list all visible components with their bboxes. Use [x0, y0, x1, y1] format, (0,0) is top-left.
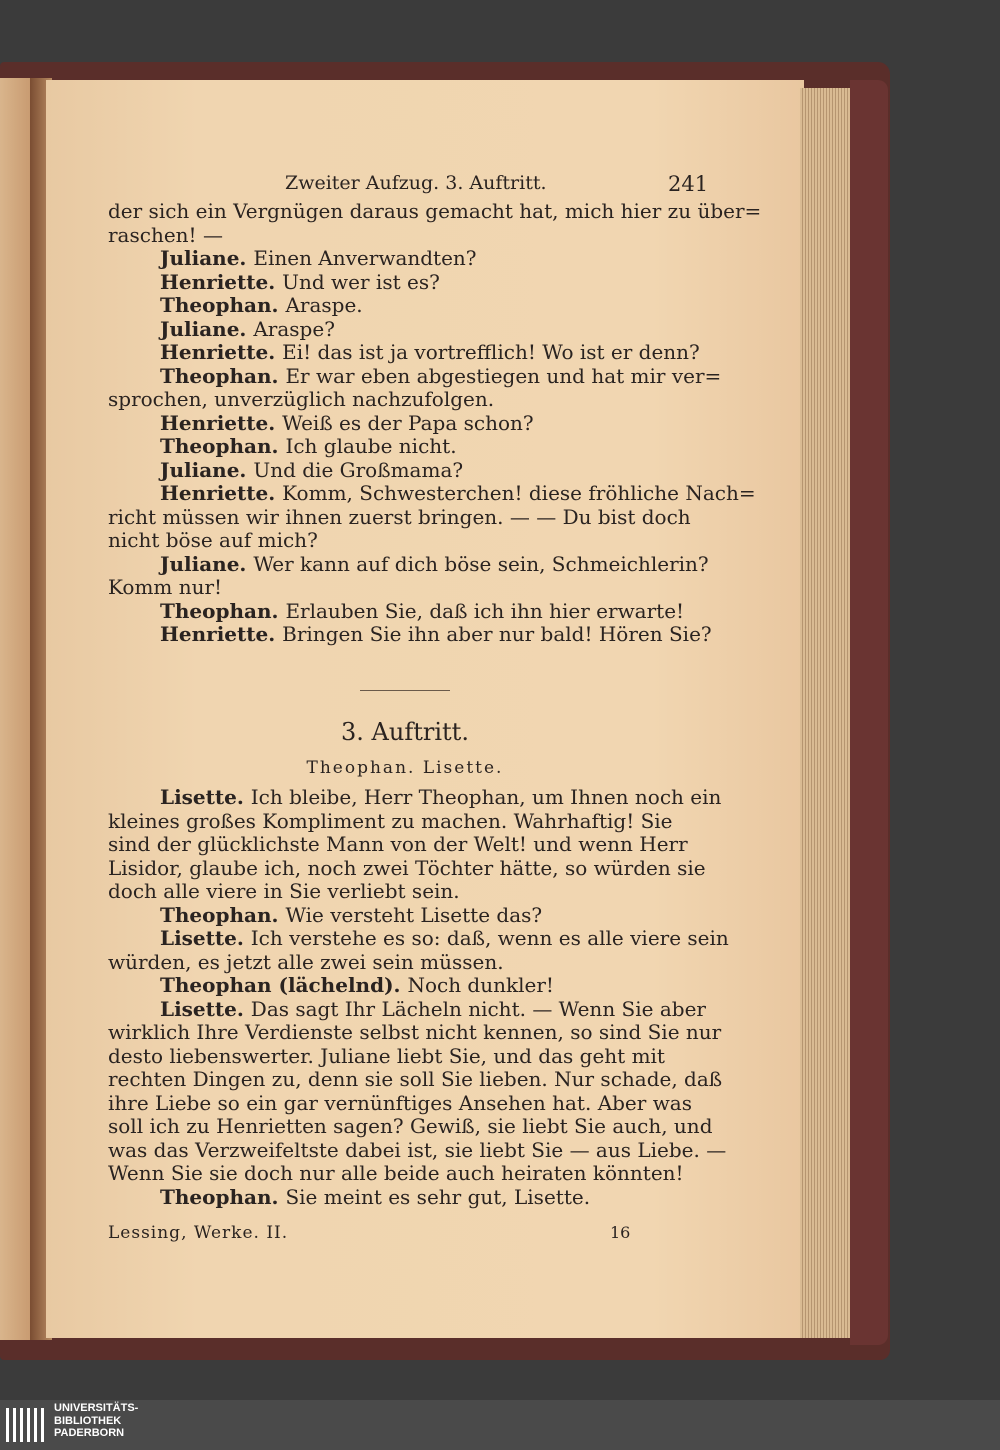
line-text: soll ich zu Henrietten sagen? Gewiß, sie liebt Sie auch, und [108, 1114, 713, 1138]
line-text: Ich bleibe, Herr Theophan, um Ihnen noch ein [250, 785, 722, 809]
line-text: Wer kann auf dich böse sein, Schmeichlerin? [253, 551, 709, 576]
speaker-name: Juliane. [160, 457, 254, 482]
text-line [108, 1020, 722, 1045]
scene-persons: Theophan. Lisette. [306, 758, 504, 778]
line-text: sind der glücklichste Mann von der Welt! und wenn Herr [108, 832, 688, 856]
library-name [54, 1402, 138, 1440]
line-text: Das sagt Ihr Lächeln nicht. — Wenn Sie aber [250, 996, 706, 1021]
line-text: Sie meint es sehr gut, Lisette. [285, 1184, 591, 1209]
line-text: würden, es jetzt alle zwei sein müssen. [108, 949, 504, 974]
text-line [108, 365, 760, 389]
sheet-number: 16 [610, 1223, 631, 1242]
page-edges [800, 88, 852, 1338]
speaker-name: Henriette. [160, 481, 283, 505]
text-line [108, 247, 760, 271]
text-line [108, 998, 760, 1022]
text-line [108, 482, 760, 506]
text-line [108, 294, 760, 318]
line-text: Noch dunkler! [407, 973, 554, 997]
speaker-name: Juliane. [160, 316, 254, 341]
line-text: rechten Dingen zu, denn sie soll Sie lieben. Nur schade, daß [108, 1067, 723, 1091]
text-line [108, 1067, 723, 1092]
text-line [108, 1137, 727, 1163]
line-text: Und wer ist es? [282, 269, 440, 294]
line-text: sprochen, unverzüglich nachzufolgen. [108, 387, 495, 411]
speaker-name: Theophan. [160, 902, 286, 927]
line-text: Komm nur! [108, 575, 223, 599]
line-text: der sich ein Vergnügen daraus gemacht hat, mich hier zu über= [108, 199, 762, 223]
text-line [108, 271, 760, 295]
text-line [108, 459, 760, 483]
text-line [108, 224, 708, 248]
line-text: ihre Liebe so ein gar vernünftiges Ansehen hat. Aber was [108, 1090, 692, 1115]
line-text: Wenn Sie sie doch nur alle beide auch heiraten könnten! [108, 1161, 684, 1185]
speaker-name: Theophan. [160, 1184, 286, 1209]
speaker-name: Juliane. [160, 551, 254, 576]
line-text: desto liebenswerter. Juliane liebt Sie, und das geht mit [108, 1043, 665, 1068]
line-text: Komm, Schwesterchen! diese fröhliche Nach= [282, 481, 756, 505]
line-text: kleines großes Kompliment zu machen. Wahrhaftig! Sie [108, 808, 673, 833]
text-line [108, 412, 760, 436]
library-name-line1: UNIVERSITÄTS- [54, 1402, 139, 1414]
speaker-name: Lisette. [160, 785, 251, 809]
page-number: 241 [668, 172, 709, 196]
section-divider [360, 690, 450, 691]
text-line [108, 904, 760, 928]
text-line [108, 1092, 708, 1116]
line-text: Araspe. [285, 293, 363, 317]
line-text: wirklich Ihre Verdienste selbst nicht kennen, so sind Sie nur [108, 1020, 722, 1044]
line-text: Einen Anverwandten? [253, 246, 477, 270]
text-line [108, 553, 760, 577]
text-line [108, 600, 760, 624]
speaker-name: Theophan. [160, 363, 286, 388]
line-text: was das Verzweifeltste dabei ist, sie liebt Sie — aus Liebe. — [108, 1137, 727, 1162]
footer-signature: Lessing, Werke. II. [108, 1223, 289, 1243]
library-logo-icon [4, 1404, 48, 1446]
line-text: richt müssen wir ihnen zuerst bringen. — — Du bist doch [108, 504, 691, 529]
text-line [108, 435, 760, 459]
text-line [108, 951, 708, 975]
line-text: Ei! das ist ja vortrefflich! Wo ist er denn? [282, 340, 700, 364]
library-name-line2: BIBLIOTHEK [54, 1414, 122, 1427]
text-line [108, 1045, 708, 1069]
line-text: doch alle viere in Sie verliebt sein. [108, 879, 460, 903]
text-line [108, 1162, 708, 1186]
speaker-name: Juliane. [160, 246, 254, 270]
text-line [108, 927, 760, 951]
line-text: Ich verstehe es so: daß, wenn es alle viere sein [250, 926, 729, 950]
speaker-name: Theophan. [160, 293, 286, 317]
speaker-name: Henriette. [160, 410, 283, 435]
speaker-name: Henriette. [160, 622, 283, 646]
scene-title: 3. Auftritt. [341, 718, 469, 746]
cover-edge [850, 80, 888, 1345]
line-text: Erlauben Sie, daß ich ihn hier erwarte! [285, 598, 685, 623]
line-text: Araspe? [253, 316, 335, 341]
text-line [108, 529, 708, 553]
speaker-name: Theophan (lächelnd). [160, 973, 408, 997]
speaker-name: Theophan. [160, 598, 286, 623]
text-line [108, 974, 760, 998]
speaker-name: Theophan. [160, 434, 286, 458]
speaker-name: Henriette. [160, 269, 283, 294]
text-line [108, 576, 708, 600]
text-line [108, 318, 760, 342]
text-line [108, 341, 760, 365]
text-line [108, 199, 762, 224]
speaker-name: Lisette. [160, 996, 251, 1021]
line-text: Bringen Sie ihn aber nur bald! Hören Sie? [282, 622, 712, 646]
line-text: Weiß es der Papa schon? [282, 410, 534, 435]
text-line [108, 857, 708, 881]
text-line [108, 1114, 713, 1139]
text-line [108, 880, 708, 904]
text-line [108, 833, 708, 857]
library-name-line3: PADERBORN [54, 1427, 125, 1439]
speaker-name: Henriette. [160, 340, 283, 364]
text-line [108, 1186, 760, 1210]
speaker-name: Lisette. [160, 926, 251, 950]
library-banner [0, 1400, 1000, 1450]
text-line [108, 506, 708, 530]
text-line [108, 810, 708, 834]
text-line [108, 388, 708, 412]
text-line [108, 786, 760, 810]
line-text: Er war eben abgestiegen und hat mir ver= [285, 363, 722, 388]
text-line [108, 623, 760, 647]
line-text: nicht böse auf mich? [108, 528, 318, 552]
line-text: Und die Großmama? [253, 457, 464, 482]
line-text: Lisidor, glaube ich, noch zwei Töchter hätte, so würden sie [108, 855, 706, 880]
line-text: raschen! — [108, 222, 223, 247]
running-title: Zweiter Aufzug. 3. Auftritt. [285, 172, 547, 194]
line-text: Ich glaube nicht. [285, 434, 457, 458]
line-text: Wie versteht Lisette das? [285, 902, 543, 927]
